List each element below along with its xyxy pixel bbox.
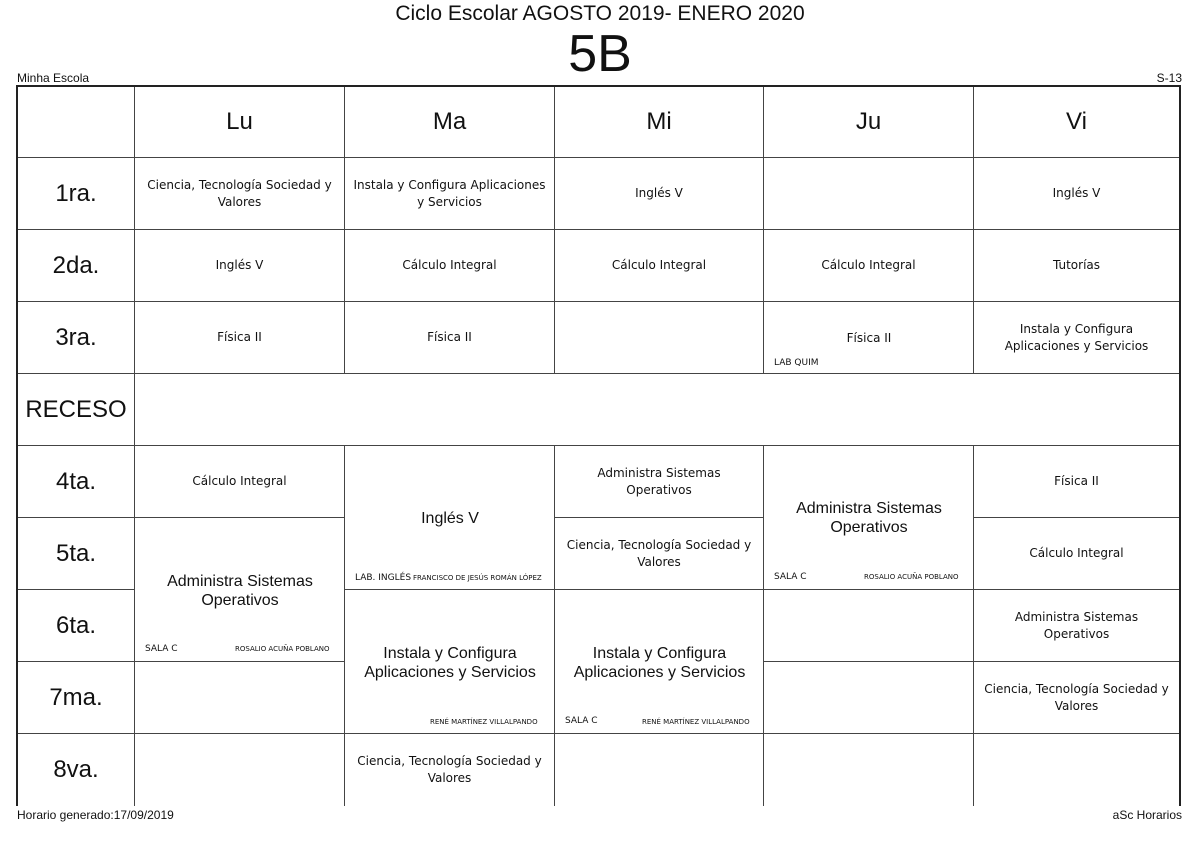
school-name: Minha Escola bbox=[17, 71, 90, 85]
lesson-cell: Cálculo Integral bbox=[764, 230, 974, 302]
lesson-teacher: ROSALIO ACUÑA POBLANO bbox=[864, 573, 959, 581]
period-label: 3ra. bbox=[18, 302, 135, 374]
lesson-cell-double bbox=[764, 446, 974, 590]
software-credit: aSc Horarios bbox=[1112, 808, 1182, 822]
empty-cell bbox=[135, 662, 345, 734]
day-header-mi: Mi bbox=[555, 87, 764, 158]
lesson-room: LAB QUIM bbox=[774, 358, 819, 368]
lesson-cell: Administra Sistemas Operativos bbox=[974, 590, 1179, 662]
lesson-cell: Instala y Configura Aplicaciones y Servicios bbox=[345, 158, 555, 230]
generated-date: Horario generado:17/09/2019 bbox=[17, 808, 174, 822]
room-code: S-13 bbox=[1156, 71, 1182, 85]
lesson-cell: Inglés V bbox=[555, 158, 764, 230]
lesson-subject: Física II bbox=[846, 330, 892, 345]
empty-cell bbox=[764, 158, 974, 230]
period-label-receso: RECESO bbox=[18, 374, 135, 446]
lesson-teacher: FRANCISCO DE JESÚS ROMÁN LÓPEZ bbox=[413, 574, 542, 582]
lesson-cell bbox=[764, 302, 974, 374]
empty-cell bbox=[764, 734, 974, 806]
lesson-subject: Administra Sistemas Operativos bbox=[167, 573, 313, 609]
lesson-room: LAB. INGLÉS bbox=[355, 573, 412, 583]
period-label: 4ta. bbox=[18, 446, 135, 518]
lesson-cell: Instala y Configura Aplicaciones y Servicios bbox=[974, 302, 1179, 374]
lesson-cell: Física II bbox=[345, 302, 555, 374]
lesson-cell: Inglés V bbox=[974, 158, 1179, 230]
day-header-ju: Ju bbox=[764, 87, 974, 158]
lesson-cell: Física II bbox=[135, 302, 345, 374]
empty-cell bbox=[555, 302, 764, 374]
lesson-cell: Cálculo Integral bbox=[555, 230, 764, 302]
receso-band bbox=[135, 374, 1179, 446]
lesson-cell: Cálculo Integral bbox=[135, 446, 345, 518]
lesson-subject: Administra Sistemas Operativos bbox=[796, 500, 942, 536]
class-name: 5B bbox=[568, 25, 632, 83]
lesson-cell: Ciencia, Tecnología Sociedad y Valores bbox=[135, 158, 345, 230]
lesson-subject: Instala y Configura Aplicaciones y Servicios bbox=[573, 645, 746, 681]
lesson-subject: Instala y Configura Aplicaciones y Servicios bbox=[364, 645, 536, 681]
day-header-ma: Ma bbox=[345, 87, 555, 158]
lesson-cell: Cálculo Integral bbox=[345, 230, 555, 302]
timetable-grid bbox=[16, 85, 1181, 806]
empty-cell bbox=[764, 662, 974, 734]
day-header-vi: Vi bbox=[974, 87, 1179, 158]
period-label: 1ra. bbox=[18, 158, 135, 230]
lesson-cell-double bbox=[345, 590, 555, 734]
period-label: 2da. bbox=[18, 230, 135, 302]
lesson-subject: Inglés V bbox=[421, 509, 479, 527]
corner-cell bbox=[18, 87, 135, 158]
empty-cell bbox=[974, 734, 1179, 806]
lesson-cell: Ciencia, Tecnología Sociedad y Valores bbox=[974, 662, 1179, 734]
lesson-cell: Ciencia, Tecnología Sociedad y Valores bbox=[555, 518, 764, 590]
day-header-lu: Lu bbox=[135, 87, 345, 158]
empty-cell bbox=[135, 734, 345, 806]
lesson-teacher: ROSALIO ACUÑA POBLANO bbox=[235, 645, 330, 653]
lesson-room: SALA C bbox=[565, 716, 598, 726]
empty-cell bbox=[555, 734, 764, 806]
lesson-room: SALA C bbox=[774, 572, 807, 582]
period-label: 5ta. bbox=[18, 518, 135, 590]
lesson-cell-double bbox=[345, 446, 555, 590]
lesson-room: SALA C bbox=[145, 644, 178, 654]
lesson-cell-double bbox=[135, 518, 345, 662]
lesson-cell: Cálculo Integral bbox=[974, 518, 1179, 590]
period-label: 7ma. bbox=[18, 662, 135, 734]
schedule-title: Ciclo Escolar AGOSTO 2019- ENERO 2020 bbox=[395, 2, 805, 25]
period-label: 8va. bbox=[18, 734, 135, 806]
period-label: 6ta. bbox=[18, 590, 135, 662]
lesson-cell: Inglés V bbox=[135, 230, 345, 302]
lesson-cell: Administra Sistemas Operativos bbox=[555, 446, 764, 518]
lesson-cell: Ciencia, Tecnología Sociedad y Valores bbox=[345, 734, 555, 806]
lesson-cell: Tutorías bbox=[974, 230, 1179, 302]
lesson-teacher: RENÉ MARTÍNEZ VILLALPANDO bbox=[430, 718, 538, 726]
lesson-cell: Física II bbox=[974, 446, 1179, 518]
lesson-teacher: RENÉ MARTÍNEZ VILLALPANDO bbox=[642, 718, 750, 726]
empty-cell bbox=[764, 590, 974, 662]
lesson-cell-double bbox=[555, 590, 764, 734]
